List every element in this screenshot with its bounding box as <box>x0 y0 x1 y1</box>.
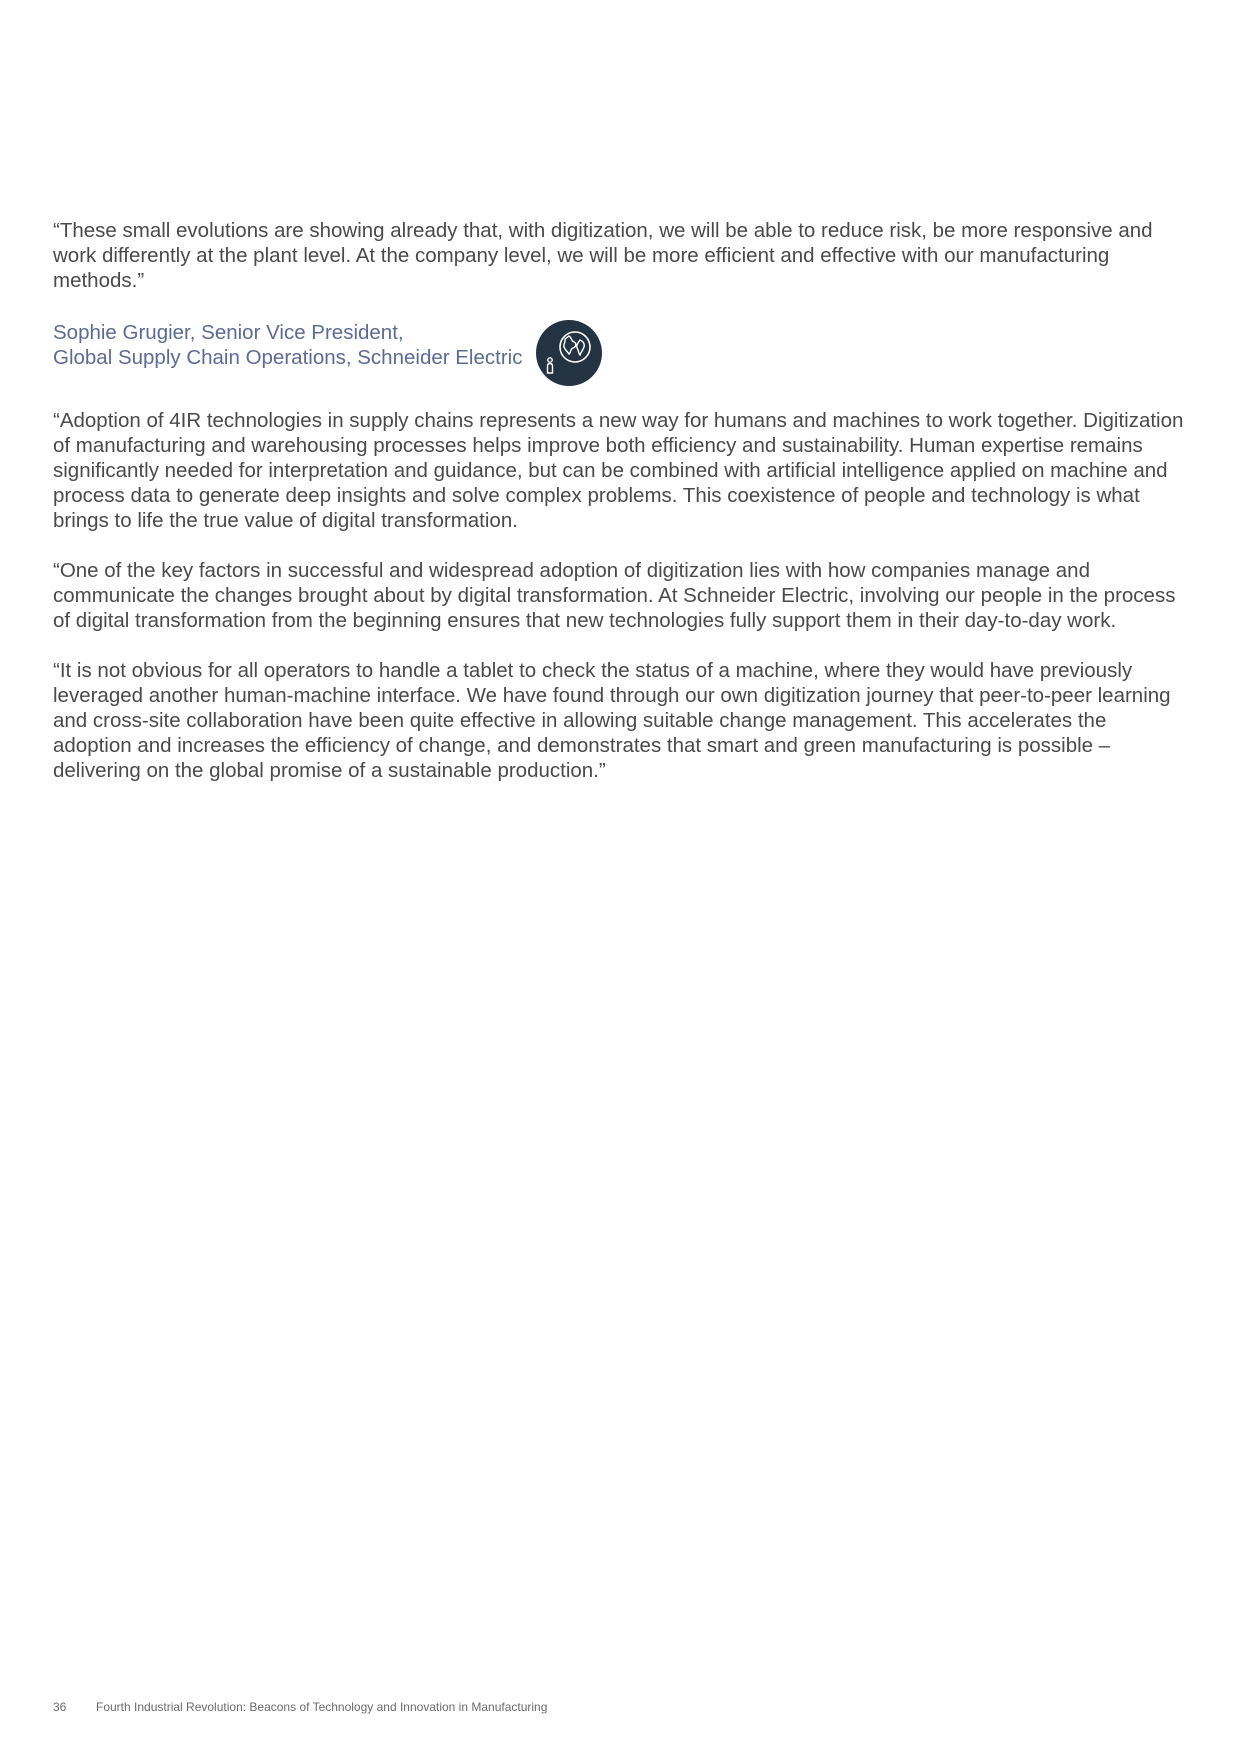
quote-attribution <box>53 318 1188 384</box>
page-footer <box>53 1700 547 1714</box>
page-number: 36 <box>53 1700 67 1714</box>
attribution-organization: Global Supply Chain Operations, Schneider Electric <box>53 346 523 369</box>
globe-person-icon <box>536 320 602 386</box>
attribution-name-title: Sophie Grugier, Senior Vice President, <box>53 321 404 344</box>
quote-paragraph-2: “Adoption of 4IR technologies in supply chains represents a new way for humans and machines to work together. Digitization of manufacturing and warehousing processes helps improve both efficiency and sustainability. Human expertise remains significantly needed for interpretation and guidance, but can be combined with artificial intelligence applied on machine and process data to generate deep insights and solve complex problems. This coexistence of people and technology is what brings to life the true value of digital transformation. <box>53 409 1184 532</box>
quote-paragraph-4: “It is not obvious for all operators to handle a tablet to check the status of a machine, where they would have previously leveraged another human-machine interface. We have found through our own digitization journey that peer-to-peer learning and cross-site collaboration have been quite effective in allowing suitable change management. This accelerates the adoption and increases the efficiency of change, and demonstrates that smart and green manufacturing is possible – delivering on the global promise of a sustainable production.” <box>53 659 1171 782</box>
footer-title: Fourth Industrial Revolution: Beacons of Technology and Innovation in Manufacturing <box>96 1700 548 1714</box>
attribution-text <box>53 318 522 370</box>
quote-paragraph-3: “One of the key factors in successful and widespread adoption of digitization lies with how companies manage and communicate the changes brought about by digital transformation. At Schneider Electric, involving our people in the process of digital transformation from the beginning ensures that new technologies fully support them in their day-to-day work. <box>53 559 1176 632</box>
main-content <box>53 218 1188 783</box>
quote-paragraph-1: “These small evolutions are showing already that, with digitization, we will be able to reduce risk, be more responsive and work differently at the plant level. At the company level, we will be more efficient and effective with our manufacturing methods.” <box>53 219 1153 292</box>
